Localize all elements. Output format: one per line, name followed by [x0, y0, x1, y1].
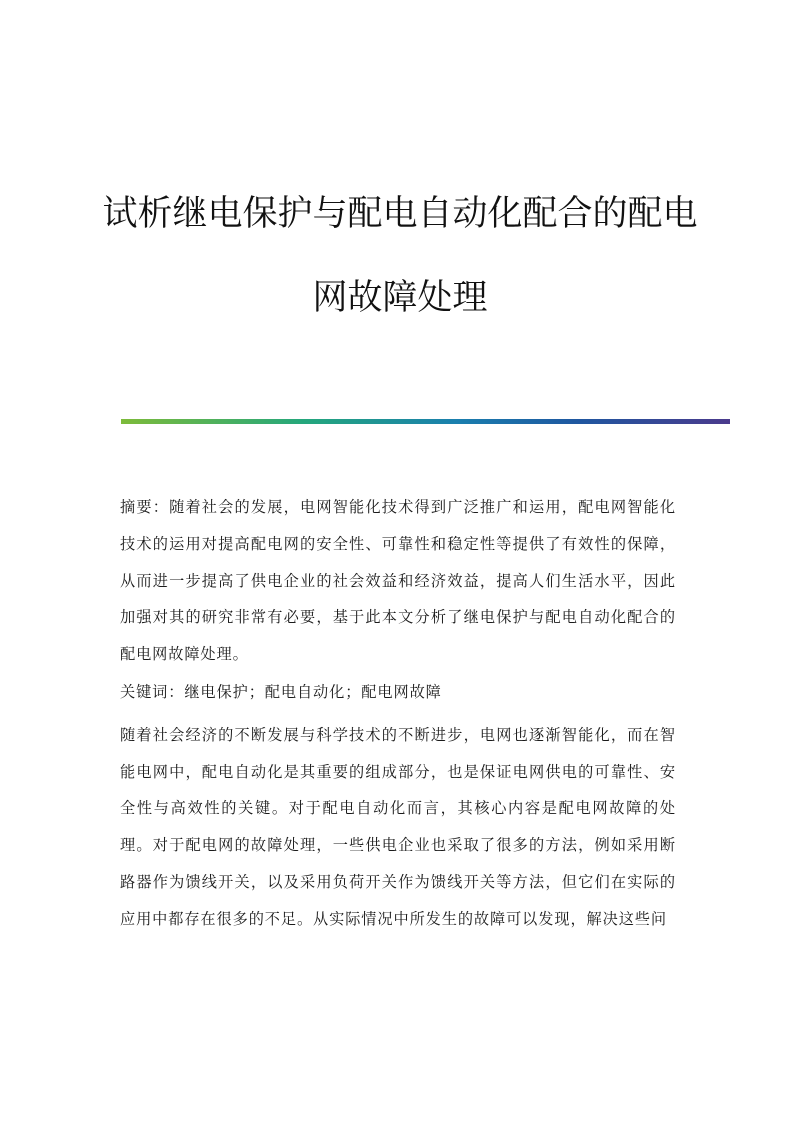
body-paragraph: 随着社会经济的不断发展与科学技术的不断进步，电网也逐渐智能化，而在智能电网中，配电自动化是其重要的组成部分，也是保证电网供电的可靠性、安全性与高效性的关键。对于配电自动化而言，其核心内容是配电网故障的处理。对于配电网的故障处理，一些供电企业也采取了很多的方法，例如采用断路器作为馈线开关，以及采用负荷开关作为馈线开关等方法，但它们在实际的应用中都存在很多的不足。从实际情况中所发生的故障可以发现，解决这些问	[120, 725, 676, 928]
keywords-line: 关键词：继电保护；配电自动化；配电网故障	[120, 682, 442, 701]
document-body	[120, 489, 676, 938]
document-title-line-1: 试析继电保护与配电自动化配合的配电	[102, 194, 698, 234]
gradient-divider	[121, 419, 730, 424]
document-title-line-2: 网故障处理	[312, 278, 488, 318]
abstract-paragraph: 摘要：随着社会的发展，电网智能化技术得到广泛推广和运用，配电网智能化技术的运用对提高配电网的安全性、可靠性和稳定性等提供了有效性的保障，从而进一步提高了供电企业的社会效益和经济效益，提高人们生活水平，因此加强对其的研究非常有必要，基于此本文分析了继电保护与配电自动化配合的配电网故障处理。	[120, 498, 676, 664]
